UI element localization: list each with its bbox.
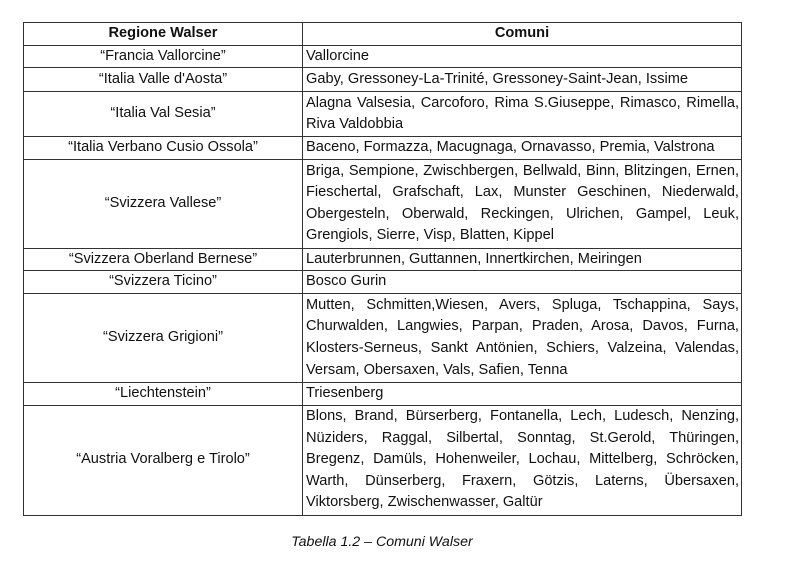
region-cell: “Austria Voralberg e Tirolo” [24, 405, 303, 515]
table-row [24, 137, 742, 160]
walser-table-container [23, 22, 741, 516]
comuni-cell: Baceno, Formazza, Macugnaga, Ornavasso, Premia, Valstrona [303, 137, 742, 160]
region-cell: “Svizzera Grigioni” [24, 293, 303, 382]
comuni-cell: Gaby, Gressoney-La-Trinité, Gressoney-Saint-Jean, Issime [303, 68, 742, 92]
region-cell: “Francia Vallorcine” [24, 45, 303, 68]
comuni-cell: Mutten, Schmitten,Wiesen, Avers, Spluga, Tschappina, Says, Churwalden, Langwies, Parpan, Praden, Arosa, Davos, Furna, Klosters-Serneus, Sankt Antönien, Schiers, Valzeina, Valendas, Versam, Obersaxen, Vals, Safien, Tenna [303, 293, 742, 382]
header-row [24, 23, 742, 46]
header-regione-walser: Regione Walser [24, 23, 303, 46]
table-header [24, 23, 742, 46]
walser-municipalities-table [23, 22, 742, 516]
region-cell: “Italia Valle d'Aosta” [24, 68, 303, 92]
table-row [24, 382, 742, 405]
table-row [24, 405, 742, 515]
comuni-cell: Vallorcine [303, 45, 742, 68]
table-row [24, 248, 742, 271]
table-body [24, 45, 742, 515]
table-row [24, 68, 742, 92]
region-cell: “Liechtenstein” [24, 382, 303, 405]
comuni-cell: Triesenberg [303, 382, 742, 405]
table-row [24, 45, 742, 68]
region-cell: “Svizzera Oberland Bernese” [24, 248, 303, 271]
comuni-cell: Bosco Gurin [303, 271, 742, 294]
region-cell: “Italia Verbano Cusio Ossola” [24, 137, 303, 160]
comuni-cell: Alagna Valsesia, Carcoforo, Rima S.Giuseppe, Rimasco, Rimella, Riva Valdobbia [303, 92, 742, 137]
comuni-cell: Lauterbrunnen, Guttannen, Innertkirchen, Meiringen [303, 248, 742, 271]
header-comuni: Comuni [303, 23, 742, 46]
region-cell: “Svizzera Ticino” [24, 271, 303, 294]
table-row [24, 92, 742, 137]
table-caption: Tabella 1.2 – Comuni Walser [291, 534, 473, 550]
comuni-cell: Blons, Brand, Bürserberg, Fontanella, Lech, Ludesch, Nenzing, Nüziders, Raggal, Silbertal, Sonntag, St.Gerold, Thüringen, Bregenz, Damüls, Hohenweiler, Lochau, Mittelberg, Schröcken, Warth, Dünserberg, Fraxern, Götzis, Laterns, Übersaxen, Viktorsberg, Zwischenwasser, Galtür [303, 405, 742, 515]
region-cell: “Italia Val Sesia” [24, 92, 303, 137]
region-cell: “Svizzera Vallese” [24, 159, 303, 248]
table-row [24, 271, 742, 294]
table-row [24, 293, 742, 382]
table-row [24, 159, 742, 248]
comuni-cell: Briga, Sempione, Zwischbergen, Bellwald, Binn, Blitzingen, Ernen, Fieschertal, Grafschaft, Lax, Munster Geschinen, Niederwald, Obergesteln, Oberwald, Reckingen, Ulrichen, Gampel, Leuk, Grengiols, Sierre, Visp, Blatten, Kippel [303, 159, 742, 248]
